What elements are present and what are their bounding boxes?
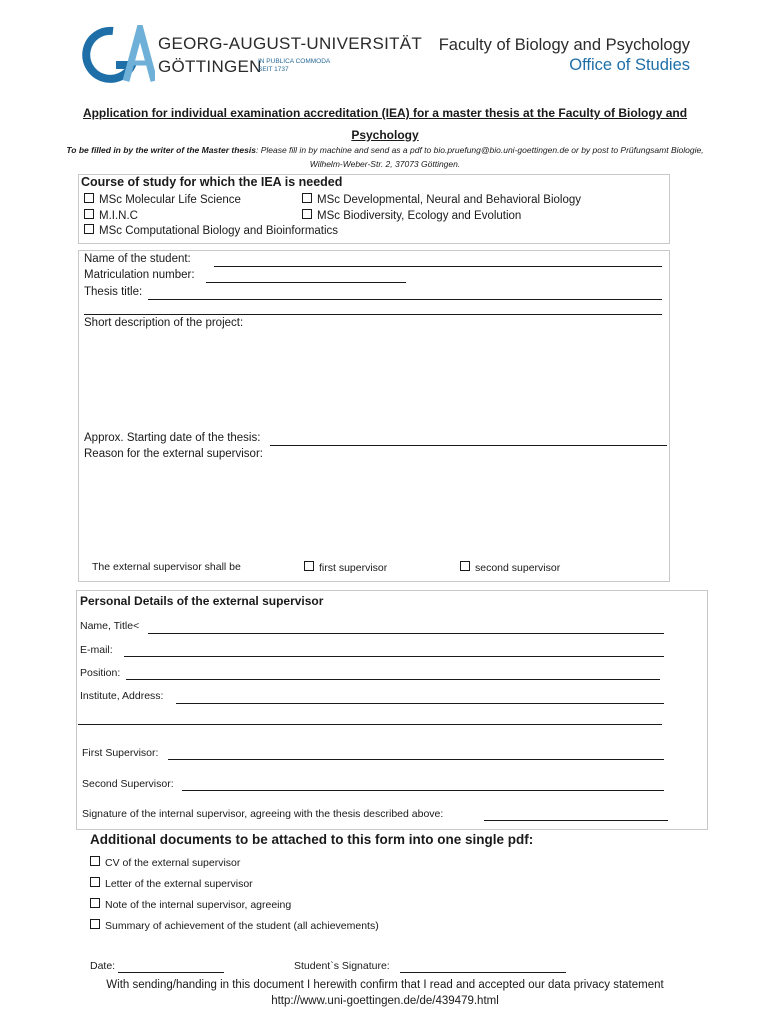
external-name-field[interactable] xyxy=(148,633,664,634)
first-supervisor-label: first supervisor xyxy=(319,562,388,574)
external-position-label: Position: xyxy=(80,667,121,679)
second-supervisor-label: second supervisor xyxy=(475,562,561,574)
external-heading: Personal Details of the external supervisor xyxy=(80,594,324,608)
office-name: Office of Studies xyxy=(569,56,690,74)
attachments-heading: Additional documents to be attached to this form into one single pdf: xyxy=(90,832,534,847)
course-option-dnbb[interactable] xyxy=(302,193,581,206)
first-supervisor-field[interactable] xyxy=(168,759,664,760)
checkbox-icon[interactable] xyxy=(90,877,100,887)
form-instruction xyxy=(60,143,710,171)
second-supervisor-option[interactable] xyxy=(460,561,560,574)
course-option-minc[interactable] xyxy=(84,209,138,222)
attachment-label: Note of the internal supervisor, agreeing xyxy=(105,899,292,911)
external-position-field[interactable] xyxy=(126,679,660,680)
supervisor-role-label: The external supervisor shall be xyxy=(92,561,241,573)
matriculation-label: Matriculation number: xyxy=(84,269,195,281)
attachment-item-summary[interactable] xyxy=(90,919,379,932)
second-supervisor-field[interactable] xyxy=(182,790,664,791)
course-option-bee[interactable] xyxy=(302,209,521,222)
second-supervisor-label: Second Supervisor: xyxy=(82,778,174,790)
course-option-label: MSc Molecular Life Science xyxy=(99,194,241,206)
course-heading: Course of study for which the IEA is needed xyxy=(81,175,343,189)
reason-field[interactable] xyxy=(84,464,662,554)
checkbox-icon[interactable] xyxy=(90,856,100,866)
faculty-name: Faculty of Biology and Psychology xyxy=(438,36,690,54)
student-signature-label: Student`s Signature: xyxy=(294,960,390,972)
course-option-label: MSc Biodiversity, Ecology and Evolution xyxy=(317,210,522,222)
instruction-text: : Please fill in by machine and send as a pdf to bio.pruefung@bio.uni-goettingen.de or by post to Prüfungsamt Biologie, Wilhelm-Weber-Str. 2, 37073 Göttingen. xyxy=(255,145,704,169)
external-institute-field-2[interactable] xyxy=(78,724,662,725)
checkbox-icon[interactable] xyxy=(304,561,314,571)
privacy-link[interactable]: http://www.uni-goettingen.de/de/439479.html xyxy=(271,995,499,1007)
start-date-field[interactable] xyxy=(270,445,667,446)
student-name-field[interactable] xyxy=(214,266,662,267)
attachment-item-letter[interactable] xyxy=(90,877,253,890)
date-label: Date: xyxy=(90,960,116,972)
checkbox-icon[interactable] xyxy=(90,898,100,908)
checkbox-icon[interactable] xyxy=(84,209,94,219)
external-supervisor-section xyxy=(76,590,708,830)
thesis-title-label: Thesis title: xyxy=(84,286,143,298)
thesis-title-field-2[interactable] xyxy=(84,314,662,315)
description-label: Short description of the project: xyxy=(84,317,244,329)
privacy-statement: With sending/handing in this document I herewith confirm that I read and accepted our data privacy statement xyxy=(106,979,664,991)
internal-signature-label: Signature of the internal supervisor, agreeing with the thesis described above: xyxy=(82,808,444,820)
matriculation-field[interactable] xyxy=(206,282,406,283)
reason-label: Reason for the external supervisor: xyxy=(84,448,263,460)
checkbox-icon[interactable] xyxy=(90,919,100,929)
checkbox-icon[interactable] xyxy=(84,224,94,234)
external-name-label: Name, Title< xyxy=(80,620,140,632)
checkbox-icon[interactable] xyxy=(460,561,470,571)
university-logo-mark xyxy=(80,25,155,85)
instruction-bold: To be filled in by the writer of the Master thesis xyxy=(66,145,256,155)
checkbox-icon[interactable] xyxy=(302,209,312,219)
first-supervisor-label: First Supervisor: xyxy=(82,747,159,759)
course-option-mls[interactable] xyxy=(84,193,241,206)
external-email-field[interactable] xyxy=(124,656,664,657)
student-signature-field[interactable] xyxy=(400,972,566,973)
course-option-label: MSc Developmental, Neural and Behavioral Biology xyxy=(317,194,582,206)
external-institute-field[interactable] xyxy=(176,703,664,704)
course-option-cbb[interactable] xyxy=(84,224,338,237)
description-field[interactable] xyxy=(84,334,662,426)
thesis-title-field[interactable] xyxy=(148,299,662,300)
student-name-label: Name of the student: xyxy=(84,253,191,265)
checkbox-icon[interactable] xyxy=(84,193,94,203)
attachment-label: Summary of achievement of the student (all achievements) xyxy=(105,920,379,932)
course-option-label: M.I.N.C xyxy=(99,210,138,222)
attachment-label: CV of the external supervisor xyxy=(105,857,241,869)
form-title: Application for individual examination accreditation (IEA) for a master thesis at the Faculty of Biology and Psychology xyxy=(82,106,688,142)
external-institute-label: Institute, Address: xyxy=(80,690,164,702)
attachment-label: Letter of the external supervisor xyxy=(105,878,253,890)
attachment-item-cv[interactable] xyxy=(90,856,240,869)
start-date-label: Approx. Starting date of the thesis: xyxy=(84,432,261,444)
motto-line-1: IN PUBLICA COMMODA xyxy=(258,58,331,65)
motto-line-2: SEIT 1737 xyxy=(258,66,289,73)
university-city: GÖTTINGEN xyxy=(158,57,262,76)
checkbox-icon[interactable] xyxy=(302,193,312,203)
external-email-label: E-mail: xyxy=(80,644,113,656)
date-field[interactable] xyxy=(118,972,224,973)
university-name: GEORG-AUGUST-UNIVERSITÄT xyxy=(158,34,423,53)
first-supervisor-option[interactable] xyxy=(304,561,387,574)
course-option-label: MSc Computational Biology and Bioinformatics xyxy=(99,225,339,237)
internal-signature-field[interactable] xyxy=(484,820,668,821)
university-motto xyxy=(258,58,330,74)
attachment-item-note[interactable] xyxy=(90,898,291,911)
